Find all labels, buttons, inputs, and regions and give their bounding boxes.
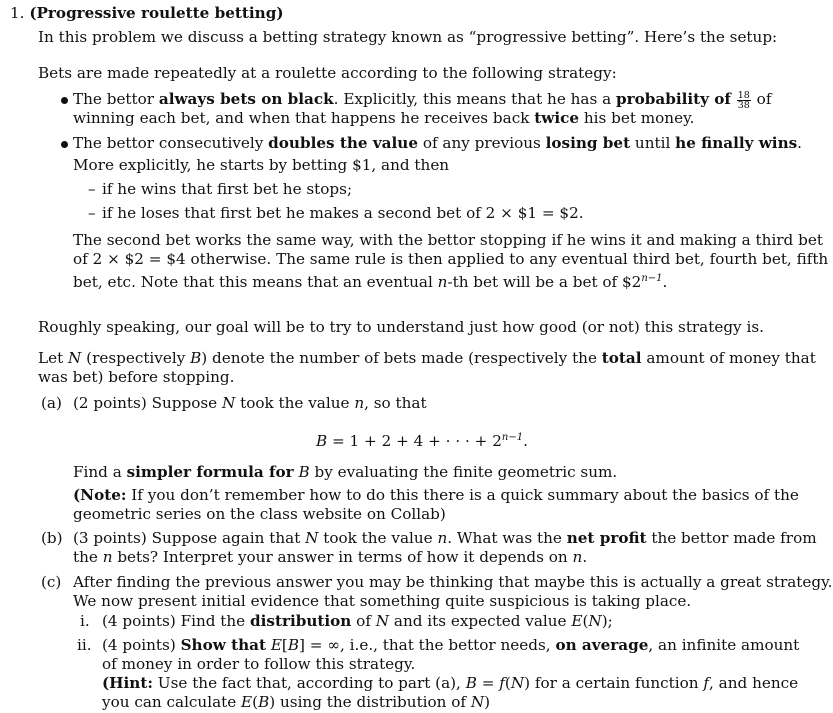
text-bold: always bets on black bbox=[158, 90, 334, 108]
bullet2-para-line1: The second bet works the same way, with the bettor stopping if he wins it and making a third bet bbox=[73, 231, 823, 249]
bullet-dot bbox=[61, 97, 68, 104]
text: the bettor made from bbox=[646, 529, 817, 547]
part-c-ii-line2: of money in order to follow this strategy. bbox=[102, 655, 416, 673]
part-a-line1 bbox=[73, 394, 427, 413]
part-c-line1: After finding the previous answer you may be thinking that maybe this is actually a great strategy. bbox=[73, 573, 833, 591]
math-var: n bbox=[572, 548, 583, 566]
problem-number: 1. bbox=[10, 4, 25, 22]
math-var: B bbox=[465, 674, 477, 692]
math-var: N bbox=[305, 529, 319, 547]
text: and its expected value bbox=[389, 612, 572, 630]
sub-item-2: if he loses that first bet he makes a second bet of 2 × $1 = $2. bbox=[102, 204, 584, 222]
text: ) for a certain function bbox=[524, 674, 704, 692]
dash-marker: – bbox=[88, 180, 96, 198]
text: ) using the distribution of bbox=[269, 693, 471, 711]
math-var: n bbox=[437, 529, 448, 547]
part-c-label: (c) bbox=[41, 573, 62, 591]
text: . bbox=[797, 134, 802, 152]
text: by evaluating the finite geometric sum. bbox=[309, 463, 618, 481]
text: The bettor bbox=[73, 90, 159, 108]
fraction-numerator: 18 bbox=[737, 90, 750, 101]
exponent: n−1 bbox=[501, 432, 524, 443]
fraction-18-38 bbox=[737, 91, 751, 110]
text: you can calculate bbox=[102, 693, 242, 711]
math-var: E bbox=[571, 612, 583, 630]
part-a-find bbox=[73, 463, 617, 482]
text: [ bbox=[281, 636, 288, 654]
text: of bbox=[351, 612, 376, 630]
text: ( bbox=[252, 693, 259, 711]
text: ) denote the number of bets made (respectively the bbox=[201, 349, 602, 367]
text: bet, etc. Note that this means that an eventual bbox=[73, 273, 438, 291]
part-b-label: (b) bbox=[41, 529, 63, 547]
text-bold: probability of bbox=[615, 90, 731, 108]
bullet1-line2 bbox=[73, 109, 694, 128]
text: ( bbox=[504, 674, 511, 692]
math-expr: = 1 + 2 + 4 + · · · + 2 bbox=[327, 432, 502, 450]
math-var: f bbox=[499, 674, 505, 692]
text: . bbox=[523, 432, 528, 450]
text-bold: twice bbox=[534, 109, 580, 127]
text: of any previous bbox=[418, 134, 546, 152]
bullet2-para-line3 bbox=[73, 269, 667, 292]
part-b-line2 bbox=[73, 548, 587, 567]
geometric-sum-equation bbox=[316, 428, 528, 451]
dash-marker: – bbox=[88, 204, 96, 222]
math-var: B bbox=[287, 636, 300, 654]
text: until bbox=[630, 134, 676, 152]
text: , and hence bbox=[709, 674, 799, 692]
text: . bbox=[662, 273, 668, 291]
text: (respectively bbox=[81, 349, 191, 367]
text: of bbox=[756, 90, 772, 108]
text-bold: (Note: bbox=[73, 486, 127, 504]
text: bets? Interpret your answer in terms of how it depends on bbox=[112, 548, 573, 566]
bets-intro-text: Bets are made repeatedly at a roulette according to the following strategy: bbox=[38, 64, 617, 82]
text: took the value bbox=[235, 394, 355, 412]
math-var: B bbox=[316, 432, 328, 450]
bullet-dot bbox=[61, 141, 68, 148]
part-a-label: (a) bbox=[41, 394, 62, 412]
text: Find a bbox=[73, 463, 127, 481]
math-var: B bbox=[298, 463, 310, 481]
text: , an infinite amount bbox=[648, 636, 800, 654]
math-var: E bbox=[266, 636, 282, 654]
text-bold: on average bbox=[555, 636, 649, 654]
text: = bbox=[476, 674, 500, 692]
text-bold: doubles the value bbox=[268, 134, 419, 152]
part-c-ii-line1 bbox=[102, 636, 799, 655]
intro-text: In this problem we discuss a betting strategy known as “progressive betting”. Here’s the setup: bbox=[38, 28, 778, 46]
text: Let bbox=[38, 349, 69, 367]
text: ( bbox=[582, 612, 589, 630]
math-var: N bbox=[68, 349, 82, 367]
text-bold: losing bet bbox=[545, 134, 631, 152]
part-c-line2: We now present initial evidence that something quite suspicious is taking place. bbox=[73, 592, 692, 610]
math-var: N bbox=[470, 693, 485, 711]
problem-title: (Progressive roulette betting) bbox=[29, 4, 284, 22]
fraction-denominator: 38 bbox=[737, 100, 750, 111]
part-a-note-line1 bbox=[73, 486, 799, 505]
math-var: N bbox=[588, 612, 602, 630]
text: ); bbox=[601, 612, 613, 630]
text-bold: (Hint: bbox=[102, 674, 153, 692]
letN-line2: was bet) before stopping. bbox=[38, 368, 235, 386]
text-bold: simpler formula for bbox=[126, 463, 294, 481]
text: . What was the bbox=[447, 529, 567, 547]
part-c-i-label: i. bbox=[80, 612, 90, 630]
text-bold: net profit bbox=[566, 529, 647, 547]
text: . Explicitly, this means that he has a bbox=[333, 90, 616, 108]
text: (4 points) Find the bbox=[102, 612, 250, 630]
text: (4 points) bbox=[102, 636, 181, 654]
text: (3 points) Suppose again that bbox=[73, 529, 306, 547]
math-var: n bbox=[437, 273, 448, 291]
text: Use the fact that, according to part (a), bbox=[152, 674, 466, 692]
text-bold: he finally wins bbox=[675, 134, 798, 152]
text: If you don’t remember how to do this there is a quick summary about the basics of the bbox=[126, 486, 799, 504]
text-bold: distribution bbox=[250, 612, 352, 630]
bullet2-para-line2: of 2 × $2 = $4 otherwise. The same rule is then applied to any eventual third bet, fourth bet, fifth bbox=[73, 250, 829, 268]
exponent: n−1 bbox=[641, 273, 663, 284]
bullet2-line1 bbox=[73, 134, 802, 153]
text: . bbox=[582, 548, 588, 566]
math-var: B bbox=[190, 349, 202, 367]
bullet2-line2: More explicitly, he starts by betting $1, and then bbox=[73, 156, 450, 174]
text: the bbox=[73, 548, 103, 566]
goal-text: Roughly speaking, our goal will be to try to understand just how good (or not) this strategy is. bbox=[38, 318, 764, 336]
math-var: B bbox=[258, 693, 270, 711]
math-var: f bbox=[703, 674, 710, 692]
text: amount of money that bbox=[641, 349, 816, 367]
text: took the value bbox=[318, 529, 438, 547]
problem-header bbox=[10, 4, 284, 23]
math-var: n bbox=[102, 548, 113, 566]
part-c-i-text bbox=[102, 612, 613, 631]
math-var: E bbox=[241, 693, 253, 711]
math-var: N bbox=[221, 394, 236, 412]
math-var: N bbox=[510, 674, 525, 692]
hint-line1 bbox=[102, 674, 798, 693]
text: ) bbox=[484, 693, 491, 711]
text: The bettor consecutively bbox=[73, 134, 269, 152]
bullet1-line1 bbox=[73, 90, 771, 110]
math-var: N bbox=[375, 612, 390, 630]
sub-item-1: if he wins that first bet he stops; bbox=[102, 180, 353, 198]
part-b-line1 bbox=[73, 529, 817, 548]
text-bold: total bbox=[601, 349, 642, 367]
text: -th bet will be a bet of $2 bbox=[447, 273, 642, 291]
text-bold: Show that bbox=[180, 636, 266, 654]
text: ] = ∞, i.e., that the bettor needs, bbox=[299, 636, 556, 654]
text: his bet money. bbox=[579, 109, 695, 127]
text: winning each bet, and when that happens he receives back bbox=[73, 109, 535, 127]
hint-line2 bbox=[102, 693, 490, 712]
part-c-ii-label: ii. bbox=[77, 636, 92, 654]
letN-line1 bbox=[38, 349, 816, 368]
text: , so that bbox=[364, 394, 427, 412]
text: (2 points) Suppose bbox=[73, 394, 222, 412]
part-a-note-line2: geometric series on the class website on Collab) bbox=[73, 505, 446, 523]
math-var: n bbox=[354, 394, 365, 412]
